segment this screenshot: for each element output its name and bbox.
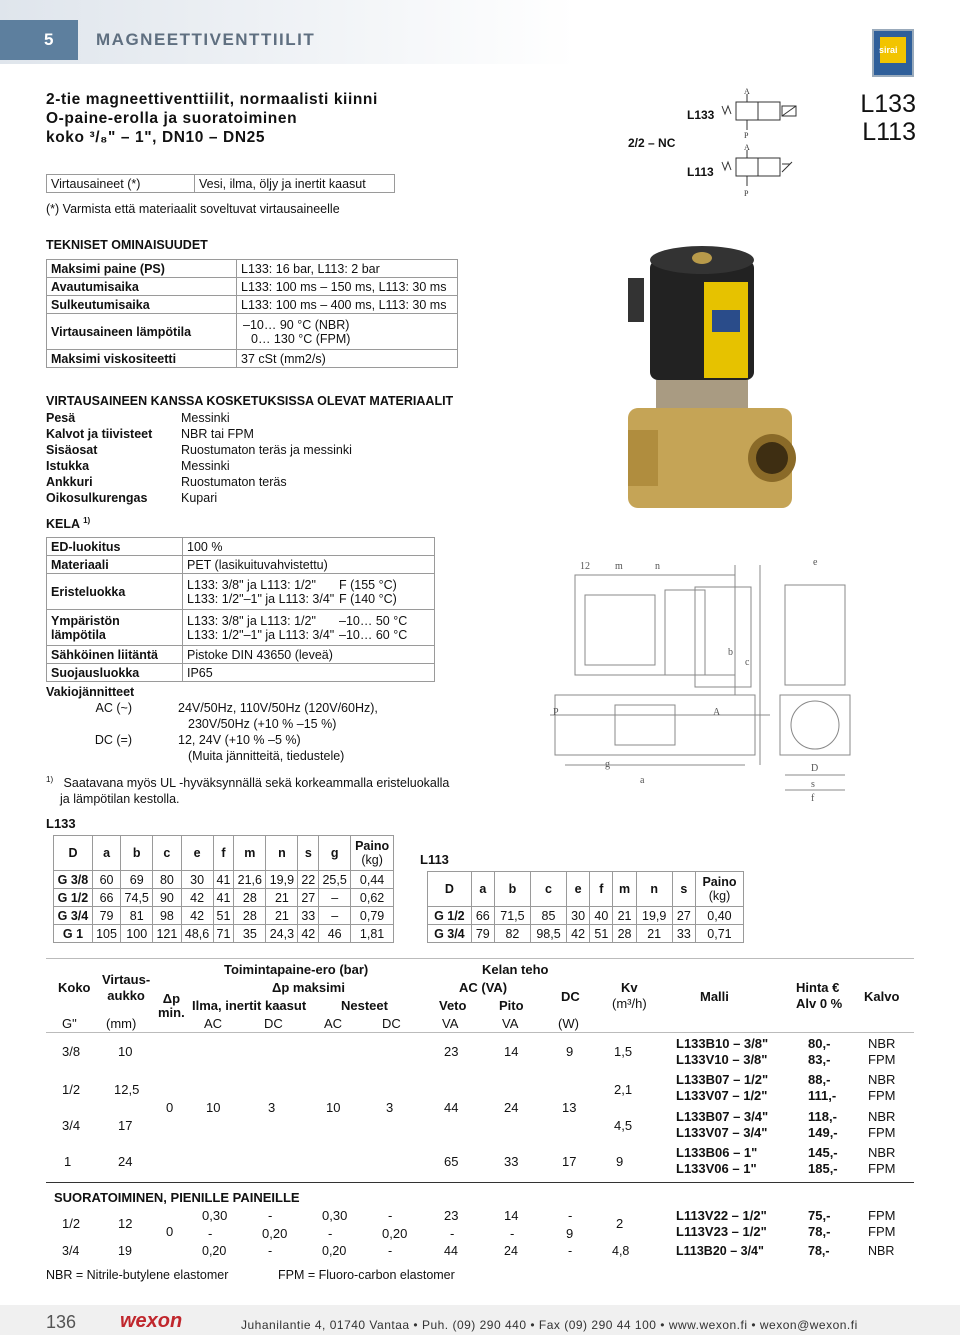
l133-dims-title: L133	[46, 816, 76, 831]
svg-text:s: s	[811, 779, 815, 790]
fluids-note: (*) Varmista että materiaalit soveltuvat virtausaineelle	[46, 202, 340, 216]
svg-text:c: c	[745, 657, 750, 668]
material-row: Kalvot ja tiivisteet NBR tai FPM	[46, 427, 254, 441]
model-codes: L133 L113	[860, 90, 916, 146]
svg-text:P: P	[744, 131, 749, 140]
dimension-drawing	[545, 555, 865, 805]
l133-dims-table: D a b c e f m n s g Paino (kg) G 3/8 60 69 80 30 41 21,6 19,9 22 25,5 0,44 G 1/2 66 74,5 90 42 41 28 21 27 – 0,62 G 3/4 79 81 98 42 51 28 21 33 – 0,79 G 1 105 100 121 48,6 71 35 24,3 42 46 1,81	[53, 835, 394, 943]
table-row: G 1/2 66 74,5 90 42 41 28 21 27 – 0,62	[54, 889, 394, 907]
svg-text:A: A	[744, 88, 750, 96]
coil-table: ED-luokitus 100 % Materiaali PET (lasikuituvahvistettu) Eristeluokka L133: 3/8" ja L113: 1/2" F (155 °C) L133: 1/2"–1" ja L113: 3/4" F (140 °C) Ympäristön lämpötila L133: 3/8" ja L113: 1/2" –10… 50 °C L133: 1/2"–1" ja L113: 3/4" –10… 60 °C Sähköinen liitäntä Pistoke DIN 43650 (leveä) Suojausluokka IP65	[46, 537, 435, 682]
direct-row-2: 3/4 19 0,20 - 0,20 - 44 24 - 4,8 L113B20 – 3/4" 78,- NBR	[62, 1244, 895, 1258]
product-title: 2-tie magneettiventtiilit, normaalisti kiinni O-paine-erolla ja suoratoiminen koko ³/₈" – 1", DN10 – DN25	[46, 91, 378, 146]
material-row: Ankkuri Ruostumaton teräs	[46, 475, 287, 489]
wexon-logo: wexon	[120, 1310, 183, 1332]
materials-heading: VIRTAUSAINEEN KANSSA KOSKETUKSISSA OLEVAT MATERIAALIT	[46, 394, 454, 408]
svg-text:A: A	[744, 143, 750, 152]
l113-dims-title: L113	[420, 852, 449, 867]
pricing-table: Koko Virtaus- aukko Toimintapaine-ero (bar) Δp min. Δp maksimi Ilma, inertit kaasut Nesteet Kelan teho AC (VA) DC Veto Pito Kv (m³/h) Malli Hinta € Alv 0 % Kalvo G" (mm) AC DC AC DC VA VA (W) 3/8 10 23 14 9 1,5 L133B10 – 3/8" L133V10 – 3/8" 80,- 83,- NBR FPM 1/2 12,5 2,1 L133B07 – 1/2" L133V07 – 1/2" 88,- 111,- NBR FPM 0 10 3 10 3 44 24 13 3/4 17 4,5 L133B07 – 3/4" L133V07 – 3/4" 118,- 149,- NBR FPM 1 24 65 33 17 9 L133B06 – 1" L133V06 – 1" 145,- 185,- NBR FPM SUORATOIMINEN, PIENILLE PAINEILLE 1/2 12 0 0,30 - 0,30 - 23 14 - - 0,20 - 0,20 - - 9 2 L113V22 – 1/2" L113V23 – 1/2" 75,- 78,- FPM FPM	[46, 958, 914, 1258]
footer-address: Juhanilantie 4, 01740 Vantaa • Puh. (09) 290 440 • Fax (09) 290 44 100 • www.wexon.fi • wexon@wexon.fi	[241, 1318, 858, 1332]
material-row: Oikosulkurengas Kupari	[46, 491, 218, 505]
svg-text:P: P	[744, 189, 749, 198]
svg-text:m: m	[615, 561, 623, 572]
svg-text:g: g	[605, 759, 610, 770]
svg-text:n: n	[655, 561, 660, 572]
legend-nbr: NBR = Nitrile-butylene elastomer	[46, 1268, 229, 1282]
table-row: G 3/4 79 82 98,5 42 51 28 21 33 0,71	[428, 925, 744, 943]
chapter-title: MAGNEETTIVENTTIILIT	[96, 30, 316, 49]
table-row: G 1/2 66 71,5 85 30 40 21 19,9 27 0,40	[428, 907, 744, 925]
chapter-number: 5	[44, 30, 54, 49]
svg-text:P: P	[553, 707, 559, 718]
symbol-label-l113: L113	[687, 165, 714, 179]
table-row: G 3/4 79 81 98 42 51 28 21 33 – 0,79	[54, 907, 394, 925]
coil-heading: KELA $^{1)}$	[46, 516, 91, 532]
voltages: Vakiojännitteet AC (~) 24V/50Hz, 110V/50Hz (120V/60Hz), 230V/50Hz (+10 % –15 %) DC (=) 12, 24V (+10 % –5 %) (Muita jännitteitä, tiedustele)	[46, 685, 378, 763]
table-row: G 3/8 60 69 80 30 41 21,6 19,9 22 25,5 0,44	[54, 871, 394, 889]
valve-photo	[612, 240, 802, 530]
material-row: Sisäosat Ruostumaton teräs ja messinki	[46, 443, 352, 457]
symbol-label-l133: L133	[687, 108, 715, 122]
page-number: 136	[46, 1312, 77, 1332]
valve-function: 2/2 – NC	[628, 136, 676, 150]
svg-text:e: e	[813, 557, 818, 568]
tech-table: Maksimi paine (PS) L133: 16 bar, L113: 2 bar Avautumisaika L133: 100 ms – 150 ms, L113: 30 ms Sulkeutumisaika L133: 100 ms – 400 ms, L113: 30 ms Virtausaineen lämpötila –10… 90 °C (NBR) 0… 130 °C (FPM) Maksimi viskositeetti 37 cSt (mm2/s)	[46, 259, 458, 368]
material-row: Pesä Messinki	[46, 411, 230, 425]
tech-heading: TEKNISET OMINAISUUDET	[46, 238, 208, 252]
fluids-table: Virtausaineet (*) Vesi, ilma, öljy ja inertit kaasut	[46, 174, 395, 193]
svg-text:a: a	[640, 775, 645, 786]
valve-symbol-diagram	[718, 88, 808, 198]
svg-text:12: 12	[580, 561, 590, 572]
svg-text:f: f	[811, 793, 815, 804]
coil-footnote: $^{1)}$ Saatavana myös UL -hyväksynnällä sekä korkeammalla eristeluokalla ja lämpötilan kestolla.	[46, 775, 450, 807]
svg-text:D: D	[811, 763, 819, 774]
l113-dims-table: D a b c e f m n s Paino (kg) G 1/2 66 71,5 85 30 40 21 19,9 27 0,40 G 3/4 79 82 98,5 42 51 28 21 33 0,71	[427, 871, 744, 943]
material-row: Istukka Messinki	[46, 459, 230, 473]
chapter-marker	[0, 20, 78, 60]
svg-text:b: b	[728, 647, 733, 658]
materials-list	[46, 410, 352, 506]
svg-text:A: A	[713, 707, 721, 718]
sirai-logo: sirai	[872, 29, 914, 77]
table-row: G 1 105 100 121 48,6 71 35 24,3 42 46 1,81	[54, 925, 394, 943]
legend-fpm: FPM = Fluoro-carbon elastomer	[278, 1268, 455, 1282]
